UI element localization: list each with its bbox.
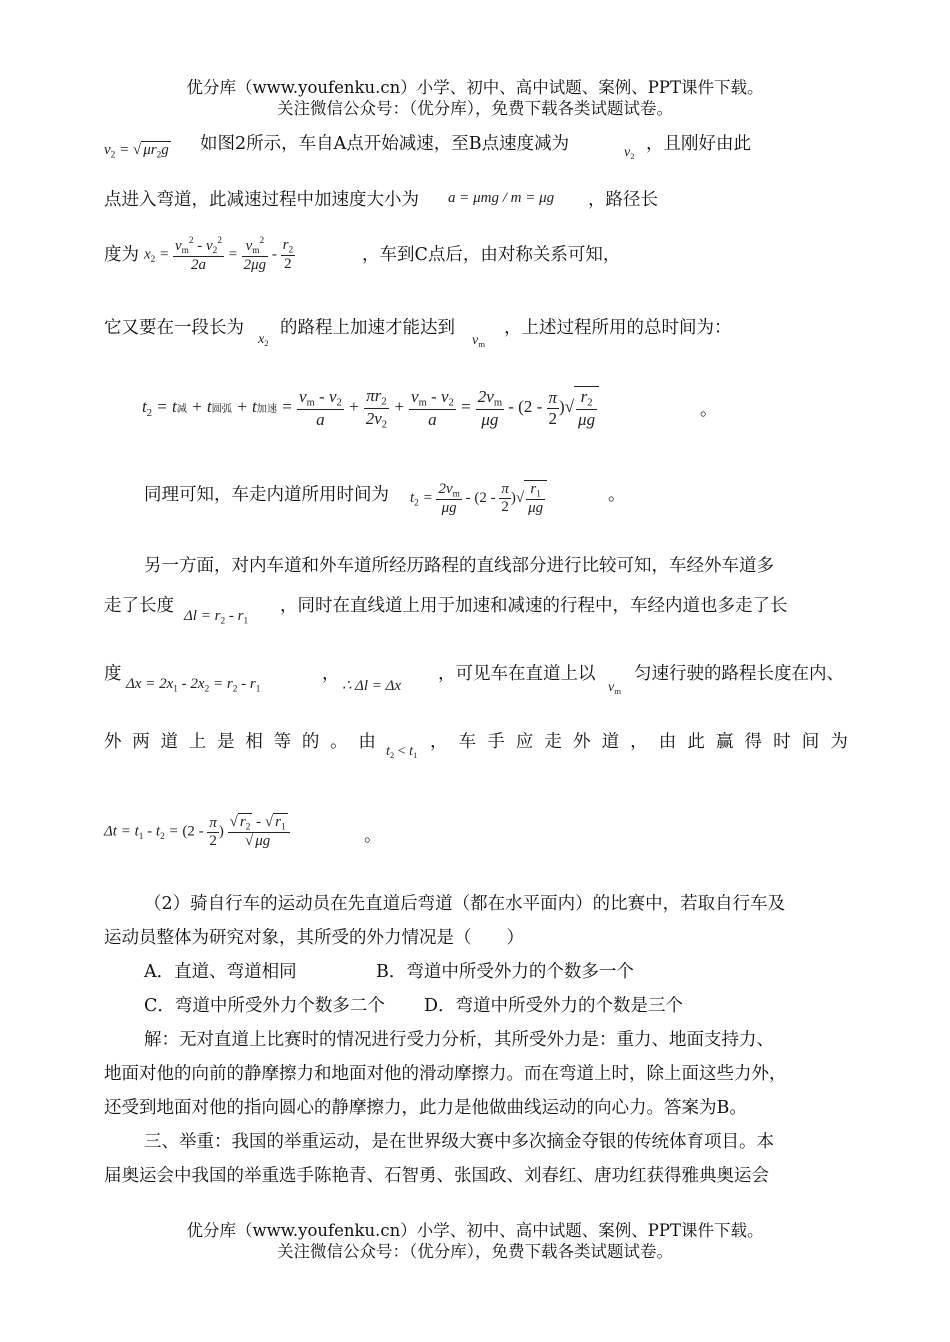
option-c: C．弯道中所受外力个数多二个: [144, 996, 385, 1016]
formula-acceleration: a = μmg / m = μg: [448, 190, 555, 206]
para3-end: ，车到C点后，由对称关系可知，: [362, 245, 621, 265]
section3-line2: 届奥运会中我国的举重选手陈艳青、石智勇、张国政、刘春红、唐功红获得雅典奥运会: [104, 1166, 769, 1186]
formula-delta-x: $\Delta x = 2x_1 - 2x_2 = r_2 - r_1$: [126, 676, 261, 695]
formula-vm-symbol-2: $v_m$: [608, 680, 621, 697]
equation-end-period: 。: [700, 400, 718, 420]
question2-line2: 运动员整体为研究对象，其所受的外力情况是（ ）: [104, 928, 524, 948]
formula-vm-symbol: $v_m$: [472, 333, 485, 350]
para7-sep: ，: [322, 664, 340, 684]
formula-x2: $x_2$ = $\frac{v_m^2 - v_2^2}{2a}$ = $\frac{v_m^2}{2\mu g}$ - $\frac{r_2}{2}$: [144, 236, 294, 274]
formula-v2-sqrt: $v_2$ = √ $\mu r_2g$: [104, 142, 169, 161]
solution-line3: 还受到地面对他的指向圆心的静摩擦力，此力是他做曲线运动的向心力。答案为B。: [104, 1098, 747, 1118]
para2-text: 点进入弯道，此减速过程中加速度大小为: [104, 190, 419, 210]
formula-total-time-outer: $t_2 = t$减 + t圆弧 + t加速 = $\frac{v_m - v_2}{a}$ + $\frac{\pi r_2}{2v_2}$ + $\frac{v_m - v_2}{a}$ = $\frac{2v_m}{\mu g}$ - (2 - $\frac{\pi}{2}$ )√ $\frac{r_2}{\mu g}$: [142, 386, 599, 430]
para8-right: ， 车 手 应 走 外 道 ， 由 此 赢 得 时 间 为: [430, 732, 848, 752]
option-a: A．直道、弯道相同: [144, 962, 297, 982]
formula-x2-symbol: $x_2$: [258, 332, 269, 349]
question2-line1: （2）骑自行车的运动员在先直道后弯道（都在水平面内）的比赛中，若取自行车及: [144, 894, 786, 914]
formula-delta-l: $\Delta l = r_2 - r_1$: [184, 608, 249, 627]
page-header-line2: 关注微信公众号：（优分库），免费下载各类试题试卷。: [277, 99, 673, 118]
para4-start: 它又要在一段长为: [104, 318, 244, 338]
para7-start: 度: [104, 664, 122, 684]
option-d: D．弯道中所受外力的个数是三个: [424, 996, 684, 1016]
solution-line1: 解：无对直道上比赛时的情况进行受力分析，其所受外力是：重力、地面支持力、: [144, 1030, 774, 1050]
para1-text: 如图2所示，车自A点开始减速，至B点速度减为: [200, 134, 570, 154]
formula-therefore: ∴ Δl = Δx: [342, 678, 402, 694]
para4-mid: 的路程上加速才能达到: [280, 318, 455, 338]
para5-end: 。: [608, 485, 626, 505]
para3-start: 度为: [104, 245, 139, 265]
para6-line1: 另一方面，对内车道和外车道所经历路程的直线部分进行比较可知，车经外车道多: [144, 556, 774, 576]
page-footer-line1: 优分库（www.youfenku.cn）小学、初中、高中试题、案例、PPT课件下载。: [186, 1221, 764, 1240]
para8-left: 外 两 道 上 是 相 等 的 。 由: [104, 732, 376, 752]
para2-end: ，路径长: [588, 190, 658, 210]
formula-inner-time: $t_2$ = $\frac{2v_m}{\mu g}$ - (2 - $\frac{\pi}{2}$ )√ $\frac{r_1}{\mu g}$: [410, 480, 547, 517]
para7-end: 匀速行驶的路程长度在内、: [634, 664, 844, 684]
para1-end: ，且刚好由此: [646, 134, 751, 154]
page-footer-line2: 关注微信公众号：（优分库），免费下载各类试题试卷。: [277, 1242, 673, 1261]
formula-v2-symbol: $v_2$: [624, 145, 635, 162]
option-b: B．弯道中所受外力的个数多一个: [376, 962, 634, 982]
formula-t2-less-t1: $t_2 < t_1$: [386, 744, 418, 761]
page-header-line1: 优分库（www.youfenku.cn）小学、初中、高中试题、案例、PPT课件下载。: [186, 78, 764, 97]
para6-line2-start: 走了长度: [104, 596, 174, 616]
solution-line2: 地面对他的向前的静摩擦力和地面对他的滑动摩擦力。而在弯道上时，除上面这些力外，: [104, 1064, 787, 1084]
para5-start: 同理可知，车走内道所用时间为: [144, 485, 389, 505]
para7-mid: ，可见车在直道上以: [438, 664, 596, 684]
section3-line1: 三、举重：我国的举重运动，是在世界级大赛中多次摘金夺银的传统体育项目。本: [144, 1132, 774, 1152]
para6-line2-end: ，同时在直线道上用于加速和减速的行程中，车经内道也多走了长: [280, 596, 788, 616]
formula-delta-t: $\Delta t = t_1 - t_2 = (2$ - $\frac{\pi}{2}$ ) $\frac{√ r_2 - √ r_1}{√ \mu g}$: [104, 814, 290, 850]
para4-end: ，上述过程所用的总时间为：: [504, 318, 732, 338]
para9-end: 。: [364, 826, 382, 846]
